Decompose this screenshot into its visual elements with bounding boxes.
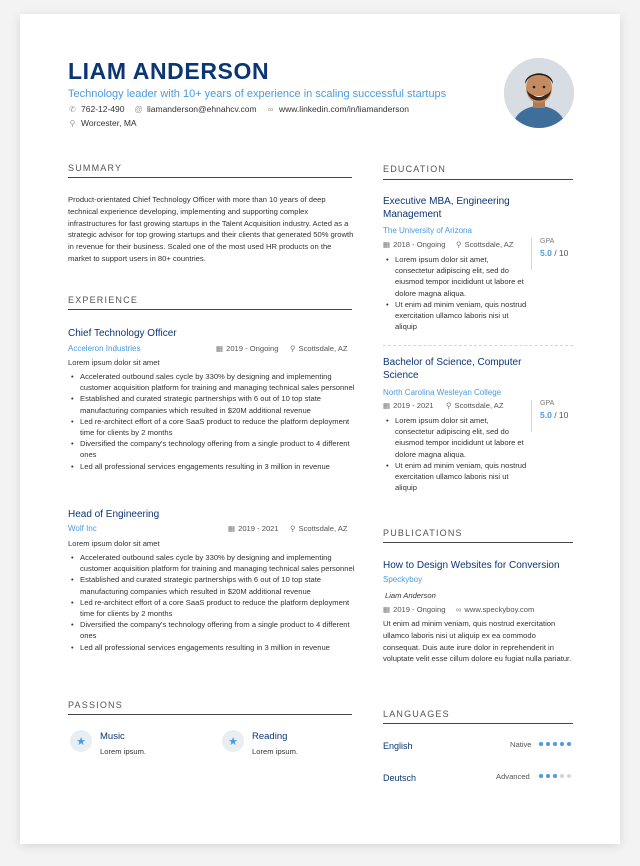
job-location [290, 524, 347, 533]
location-pin-icon: ⚲ [290, 344, 296, 353]
passion-title: Reading [252, 731, 288, 742]
edu-school: North Carolina Wesleyan College [383, 388, 502, 397]
list-item: • Led re-architect effort of a core SaaS product to reduce the platform deployment time for clients by 2 months [68, 597, 358, 619]
candidate-tagline: Technology leader with 10+ years of experience in scaling successful startups [68, 88, 447, 100]
list-item: • Established and curated strategic partnerships with 6 out of 10 top state manufacturing companies which resulted in $20M additional revenue [68, 393, 358, 415]
rating-dot [560, 742, 564, 746]
publication-author: Liam Anderson [385, 591, 436, 600]
gpa-label: GPA [540, 238, 555, 245]
language-level: Advanced [496, 772, 530, 781]
job-dates-text: 2019 - 2021 [238, 524, 279, 533]
education-divider [383, 179, 573, 180]
list-item: • Lorem ipsum dolor sit amet, consectetur adipiscing elit, sed do eiusmod tempor incididunt ut labore et dolore magna aliqua. [383, 254, 529, 299]
languages-heading: LANGUAGES [383, 709, 450, 719]
calendar-icon: ▦ [383, 240, 391, 249]
rating-dot [546, 774, 550, 778]
edu-degree: Bachelor of Science, Computer Science [383, 357, 522, 381]
edu-gpa [531, 238, 568, 270]
job-title: Head of Engineering [68, 509, 160, 520]
rating-dot [553, 742, 557, 746]
publication-dates [383, 605, 445, 614]
rating-dot [546, 742, 550, 746]
star-icon: ★ [70, 730, 92, 752]
edu-bullets [383, 415, 529, 493]
contact-location [68, 118, 137, 128]
list-item: • Lorem ipsum dolor sit amet, consectetur adipiscing elit, sed do eiusmod tempor incididunt ut labore et dolore magna aliqua. [383, 415, 529, 460]
passion-title: Music [100, 731, 125, 742]
experience-divider [68, 309, 352, 310]
edu-gpa [531, 400, 568, 432]
job-intro: Lorem ipsum dolor sit amet [68, 539, 160, 548]
publication-url[interactable] [456, 605, 534, 614]
location-pin-icon: ⚲ [290, 524, 296, 533]
list-item: • Ut enim ad minim veniam, quis nostrud exercitation ullamco laboris nisi ut aliquip [383, 299, 529, 333]
language-rating [539, 774, 571, 778]
calendar-icon: ▦ [383, 605, 391, 614]
edu-location-text: Scottsdale, AZ [454, 401, 504, 410]
job-bullets [68, 371, 358, 472]
job-intro: Lorem ipsum dolor sit amet [68, 358, 160, 367]
language-level: Native [510, 740, 532, 749]
link-icon: ∞ [456, 605, 462, 614]
publication-title: How to Design Websites for Conversion [383, 560, 560, 571]
gpa-max: / 10 [554, 248, 569, 258]
job-dates [216, 344, 278, 353]
education-heading: EDUCATION [383, 164, 447, 174]
passions-heading: PASSIONS [68, 700, 123, 710]
job-location-text: Scottsdale, AZ [298, 344, 348, 353]
rating-dot [553, 774, 557, 778]
publications-divider [383, 542, 573, 543]
website-text[interactable]: www.linkedin.com/in/liamanderson [279, 104, 409, 114]
job-dates [228, 524, 279, 533]
passions-divider [68, 714, 352, 715]
rating-dot [567, 774, 571, 778]
language-rating [539, 742, 571, 746]
job-bullets [68, 552, 358, 653]
rating-dot [539, 774, 543, 778]
calendar-icon: ▦ [228, 524, 236, 533]
experience-heading: EXPERIENCE [68, 295, 139, 305]
passion-desc: Lorem ipsum. [100, 747, 147, 756]
rating-dot [539, 742, 543, 746]
job-title: Chief Technology Officer [68, 328, 177, 339]
list-item: • Diversified the company's technology offering from a single product to 4 different ones [68, 619, 358, 641]
list-item: • Accelerated outbound sales cycle by 330% by designing and implementing customer acquisition platform for training and managing technical sales personnel [68, 371, 358, 393]
edu-dates [383, 401, 434, 410]
rating-dot [567, 742, 571, 746]
summary-heading: SUMMARY [68, 163, 123, 173]
avatar-portrait-icon [504, 58, 574, 128]
job-dates-text: 2019 - Ongoing [226, 344, 279, 353]
publication-url-text[interactable]: www.speckyboy.com [464, 605, 535, 614]
gpa-value [540, 410, 568, 420]
list-item: • Ut enim ad minim veniam, quis nostrud exercitation ullamco laboris nisi ut aliquip [383, 460, 529, 494]
at-icon: @ [134, 104, 143, 114]
contact-email[interactable] [134, 104, 257, 114]
summary-text: Product-orientated Chief Technology Officer with more than 10 years of deep technical experience developing, implementing and supporting complex infrastructures for fast growing startups in the Talent Acquisition industry. Acted as a strategic advisor for top growing startups and their clients that generated 50% growth in revenue for their business. Scaled one of the most used HR products on the market to support users in 80+ countries. [68, 195, 354, 263]
job-company: Wolf Inc [68, 524, 97, 533]
list-item: • Led all professional services engagements resulting in 3 million in revenue [68, 461, 358, 472]
link-icon: ∞ [267, 104, 274, 114]
resume-page [20, 14, 620, 844]
calendar-icon: ▦ [216, 344, 224, 353]
language-name: English [383, 741, 413, 751]
job-company: Acceleron Industries [68, 344, 141, 353]
calendar-icon: ▦ [383, 401, 391, 410]
location-pin-icon: ⚲ [446, 401, 452, 410]
rating-dot [560, 774, 564, 778]
gpa-value [540, 248, 568, 258]
avatar [504, 58, 574, 128]
contact-website[interactable] [266, 104, 409, 114]
job-location [290, 344, 347, 353]
gpa-score: 5.0 [540, 248, 552, 258]
publication-text: Ut enim ad minim veniam, quis nostrud exercitation ullamco laboris nisi ut aliquip ex ea commodo consequat. Duis aute irure dolor in reprehenderit in voluptate velit esse cillum dolore eu fugiat nulla pariatur. [383, 619, 572, 664]
email-text[interactable]: liamanderson@ehnahcv.com [147, 104, 257, 114]
edu-location-text: Scottsdale, AZ [464, 240, 514, 249]
job-location-text: Scottsdale, AZ [298, 524, 348, 533]
publication-dates-text: 2019 - Ongoing [393, 605, 446, 614]
list-item: • Led re-architect effort of a core SaaS product to reduce the platform deployment time for clients by 2 months [68, 416, 358, 438]
list-item: • Established and curated strategic partnerships with 6 out of 10 top state manufacturing companies which resulted in $20M additional revenue [68, 574, 358, 596]
list-item: • Diversified the company's technology offering from a single product to 4 different ones [68, 438, 358, 460]
location-text: Worcester, MA [81, 118, 137, 128]
publication-publisher: Speckyboy [383, 575, 423, 584]
education-separator [383, 345, 573, 346]
edu-location [446, 401, 503, 410]
star-icon: ★ [222, 730, 244, 752]
edu-bullets [383, 254, 529, 332]
location-pin-icon: ⚲ [456, 240, 462, 249]
location-pin-icon: ⚲ [69, 118, 76, 128]
list-item: • Accelerated outbound sales cycle by 330% by designing and implementing customer acquisition platform for training and managing technical sales personnel [68, 552, 358, 574]
edu-dates [383, 240, 445, 249]
language-name: Deutsch [383, 773, 417, 783]
phone-icon: ✆ [69, 104, 76, 114]
edu-dates-text: 2019 - 2021 [393, 401, 434, 410]
gpa-max: / 10 [554, 410, 569, 420]
publications-heading: PUBLICATIONS [383, 528, 463, 538]
summary-divider [68, 177, 352, 178]
list-item: • Led all professional services engagements resulting in 3 million in revenue [68, 642, 358, 653]
languages-divider [383, 723, 573, 724]
passion-desc: Lorem ipsum. [252, 747, 299, 756]
edu-school: The University of Arizona [383, 226, 472, 235]
candidate-name: LIAM ANDERSON [68, 58, 270, 84]
gpa-label: GPA [540, 400, 555, 407]
phone-text: 762-12-490 [81, 104, 125, 114]
contact-phone [68, 104, 124, 114]
edu-degree: Executive MBA, Engineering Management [383, 196, 510, 220]
edu-location [456, 240, 513, 249]
gpa-score: 5.0 [540, 410, 552, 420]
edu-dates-text: 2018 - Ongoing [393, 240, 446, 249]
